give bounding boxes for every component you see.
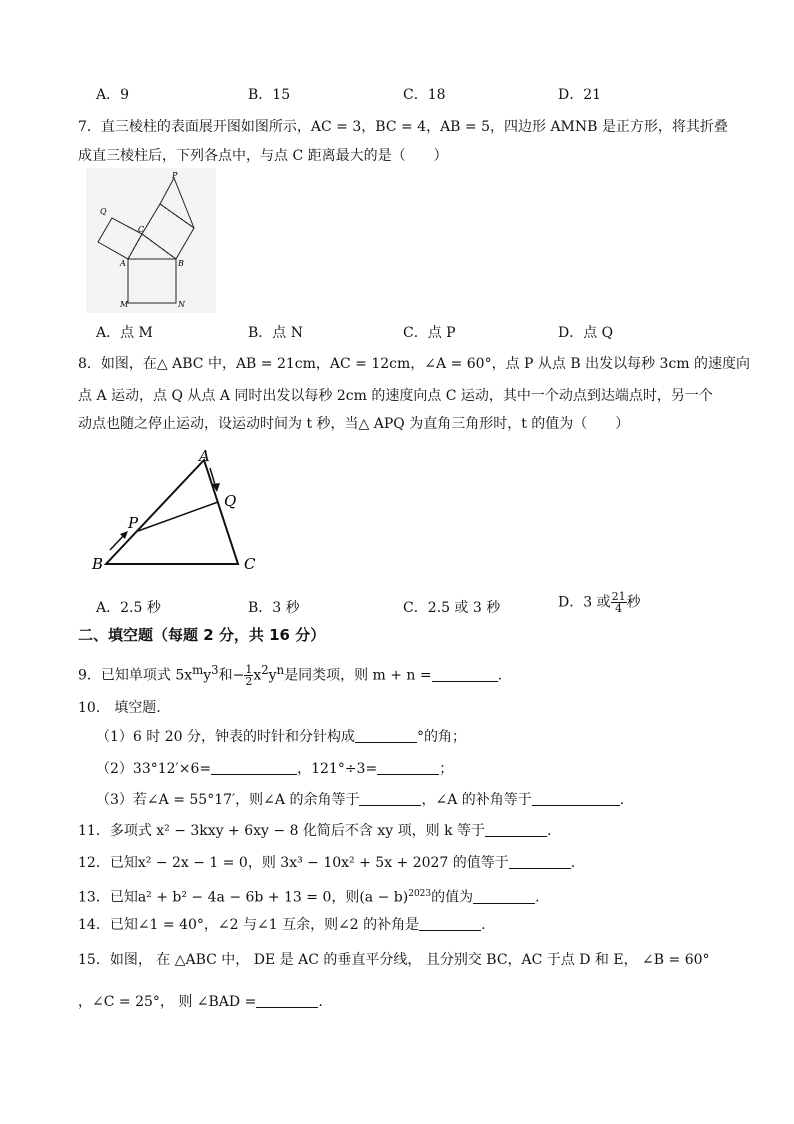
q8-option-d-fraction bbox=[611, 591, 627, 614]
q9-mid4: y bbox=[268, 667, 277, 684]
q10-sub3-suffix: . bbox=[619, 792, 625, 808]
q8-option-d-suffix: 秒 bbox=[626, 594, 641, 611]
q9-sup2: 3 bbox=[211, 663, 219, 677]
q13-blank[interactable] bbox=[473, 889, 535, 904]
q7-option-d: D．点 Q bbox=[558, 325, 614, 341]
q10-sub2-blank1[interactable] bbox=[211, 760, 297, 775]
q9-mid2: 和− bbox=[218, 667, 245, 684]
q8-label-b: B bbox=[92, 555, 104, 573]
q12-prefix: 12．已知x² − 2x − 1 = 0，则 3x³ − 10x² + 5x + 2027 的值等于 bbox=[78, 855, 509, 871]
q8-option-d-prefix: D．3 或 bbox=[558, 594, 611, 611]
q10-sub2-suffix: ； bbox=[439, 761, 454, 777]
q8-option-b: B．3 秒 bbox=[248, 600, 300, 616]
q14-suffix: . bbox=[481, 917, 486, 933]
q8-triangle-abc bbox=[106, 460, 238, 564]
q8-label-c: C bbox=[244, 555, 256, 573]
q12-blank[interactable] bbox=[509, 854, 571, 869]
q7-option-a: A．点 M bbox=[96, 325, 153, 341]
q7-label-a: A bbox=[120, 259, 126, 268]
q8-text-line2: 点 A 运动，点 Q 从点 A 同时出发以每秒 2cm 的速度向点 C 运动，其中一个动点到达端点时，另一个 bbox=[78, 388, 713, 404]
q8-option-d-den: 4 bbox=[615, 602, 623, 615]
q9-fraction bbox=[244, 664, 253, 687]
q8-option-c: C．2.5 或 3 秒 bbox=[403, 600, 501, 616]
section-title-fill-in: 二、填空题（每题 2 分，共 16 分） bbox=[78, 626, 326, 644]
q15-line2-prefix: ，∠C = 25°， 则 ∠BAD = bbox=[78, 994, 257, 1010]
q9-mid1: y bbox=[203, 667, 212, 684]
q13-sup: 2023 bbox=[408, 889, 432, 899]
q8-figure bbox=[86, 444, 276, 579]
q9-prefix: 9．已知单项式 5x bbox=[78, 667, 193, 684]
q7-option-c: C．点 P bbox=[403, 325, 456, 341]
q9-sup1: m bbox=[192, 663, 204, 677]
q10-sub3-mid: ，∠A 的补角等于 bbox=[421, 792, 532, 808]
q11-prefix: 11．多项式 x² − 3kxy + 6xy − 8 化简后不含 xy 项，则 k 等于 bbox=[78, 823, 486, 839]
q7-label-q: Q bbox=[100, 207, 107, 216]
q9-mid3: x bbox=[253, 667, 262, 684]
q11-blank[interactable] bbox=[485, 822, 547, 837]
q14 bbox=[78, 915, 486, 935]
q8-label-p: P bbox=[128, 514, 139, 532]
q14-blank[interactable] bbox=[419, 916, 481, 931]
q11 bbox=[78, 821, 551, 841]
q15-text-line2 bbox=[78, 992, 323, 1012]
q8-text-line3: 动点也随之停止运动，设运动时间为 t 秒，当△ APQ 为直角三角形时，t 的值为（ ） bbox=[78, 416, 630, 432]
q10-sub1-blank[interactable] bbox=[355, 728, 417, 743]
q8-label-q: Q bbox=[224, 492, 237, 510]
q13-mid: 的值为 bbox=[431, 889, 474, 906]
q13-prefix: 13．已知a² + b² − 4a − 6b + 13 = 0，则(a − b) bbox=[78, 889, 409, 906]
q10-sub3-prefix: （3）若∠A = 55°17′，则∠A 的余角等于 bbox=[96, 792, 360, 808]
q10-sub1-prefix: （1）6 时 20 分，钟表的时针和分针构成 bbox=[96, 729, 355, 745]
q7-label-b: B bbox=[178, 259, 184, 268]
q15-line2-suffix: . bbox=[318, 994, 323, 1010]
q7-figure bbox=[86, 168, 216, 313]
q15-text-line1: 15．如图， 在 △ABC 中， DE 是 AC 的垂直平分线， 且分别交 BC，AC 于点 D 和 E， ∠B = 60° bbox=[78, 952, 710, 968]
q10-sub2-prefix: （2）33°12′×6= bbox=[96, 761, 212, 777]
q10-sub1-suffix: °的角； bbox=[416, 729, 466, 745]
q14-prefix: 14．已知∠1 = 40°，∠2 与∠1 互余，则∠2 的补角是 bbox=[78, 917, 420, 933]
q9-frac-den: 2 bbox=[245, 675, 253, 689]
q9-sup4: n bbox=[276, 663, 285, 677]
q8-label-a: A bbox=[199, 447, 210, 465]
q12 bbox=[78, 853, 575, 873]
q10-sub2-mid: ，121°÷3= bbox=[297, 761, 378, 777]
q7-label-p: P bbox=[172, 171, 178, 180]
q9 bbox=[78, 660, 502, 687]
q7-label-m: M bbox=[120, 300, 129, 309]
q10-sub3 bbox=[96, 790, 624, 810]
q10-sub3-blank2[interactable] bbox=[532, 791, 620, 806]
q12-suffix: . bbox=[570, 855, 576, 871]
q7-label-c: C bbox=[138, 225, 145, 234]
q7-text-line2: 成直三棱柱后，下列各点中，与点 C 距离最大的是（ ） bbox=[78, 148, 448, 164]
q6-option-d: D．21 bbox=[558, 87, 602, 103]
q11-suffix: . bbox=[547, 823, 552, 839]
q15-blank[interactable] bbox=[256, 993, 318, 1008]
q10-sub2 bbox=[96, 759, 453, 779]
q6-option-b: B．15 bbox=[248, 87, 291, 103]
q10-sub2-blank2[interactable] bbox=[377, 760, 439, 775]
q7-option-b: B．点 N bbox=[248, 325, 303, 341]
q13-suffix: . bbox=[535, 889, 540, 906]
q13 bbox=[78, 884, 540, 908]
q10-title: 10. 填空题. bbox=[78, 700, 161, 716]
q7-text-line1: 7．直三棱柱的表面展开图如图所示，AC = 3，BC = 4，AB = 5，四边形 AMNB 是正方形，将其折叠 bbox=[78, 119, 728, 135]
q9-sup3: 2 bbox=[261, 663, 269, 677]
q9-answer-blank[interactable] bbox=[432, 667, 498, 682]
q8-option-d bbox=[558, 591, 641, 614]
q9-suffix: 是同类项，则 m + n = bbox=[284, 667, 432, 684]
q6-option-a: A．9 bbox=[96, 87, 130, 103]
q8-option-d-num: 21 bbox=[611, 590, 626, 603]
q10-sub1 bbox=[96, 727, 466, 747]
q9-frac-num: 1 bbox=[245, 663, 253, 677]
q10-sub3-blank1[interactable] bbox=[359, 791, 421, 806]
q9-end: . bbox=[497, 667, 503, 684]
q6-option-c: C．18 bbox=[403, 87, 446, 103]
q7-label-n: N bbox=[178, 300, 185, 309]
q8-text-line1: 8．如图，在△ ABC 中，AB = 21cm，AC = 12cm，∠A = 60°，点 P 从点 B 出发以每秒 3cm 的速度向 bbox=[78, 356, 751, 372]
q8-option-a: A．2.5 秒 bbox=[96, 600, 161, 616]
